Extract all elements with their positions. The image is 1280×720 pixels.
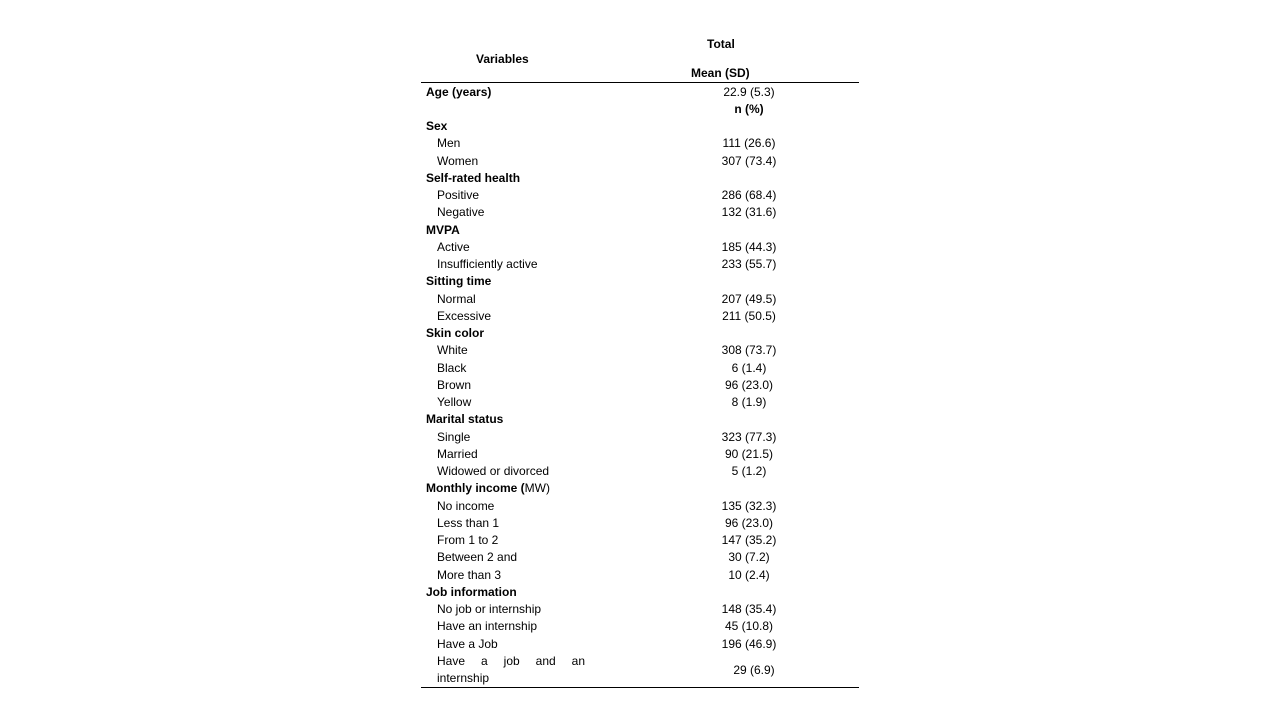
table-row (421, 428, 859, 445)
table-row-group (421, 273, 859, 290)
table-row (421, 445, 859, 462)
table-row-group (421, 583, 859, 600)
row-label: Insufficiently active (437, 257, 538, 272)
group-title-text: Job information (426, 584, 517, 599)
group-title (421, 481, 596, 495)
table-row (421, 204, 859, 221)
row-value: 307 (73.4) (721, 153, 777, 168)
row-label: Excessive (437, 308, 492, 323)
group-title (421, 326, 596, 340)
row-label: Have a job and an internship (437, 653, 585, 685)
table-row-group (421, 221, 859, 238)
row-label: No income (437, 498, 495, 513)
row-value: 111 (26.6) (722, 136, 776, 151)
group-title (421, 412, 596, 426)
row-value: 308 (73.7) (721, 343, 777, 358)
row-label: Black (437, 360, 467, 375)
row-value: 30 (7.2) (728, 550, 770, 565)
table-row (421, 618, 859, 635)
row-value: 207 (49.5) (721, 291, 777, 306)
table-row (421, 514, 859, 531)
row-value: 90 (21.5) (724, 446, 774, 461)
group-title (421, 223, 596, 237)
table-row (421, 342, 859, 359)
group-title (421, 171, 596, 185)
row-label: No job or internship (437, 602, 542, 617)
row-value: 286 (68.4) (721, 188, 777, 203)
group-title (421, 585, 596, 599)
header-variables: Variables (476, 52, 529, 66)
row-label: Less than 1 (437, 515, 500, 530)
row-label: Active (437, 239, 470, 254)
table-row (421, 394, 859, 411)
row-label: Men (437, 136, 461, 151)
row-value: 132 (31.6) (721, 205, 777, 220)
row-label: Married (437, 446, 478, 461)
row-value: 135 (32.3) (721, 498, 777, 513)
group-title-text: MVPA (426, 222, 460, 237)
row-label: White (437, 343, 468, 358)
row-label: Negative (437, 205, 485, 220)
table-row (421, 549, 859, 566)
group-title-text: Self-rated health (426, 170, 521, 185)
row-label: Women (437, 153, 479, 168)
group-title-suffix: MW) (524, 481, 550, 496)
header-total: Total (707, 37, 735, 51)
row-label: Between 2 and (437, 550, 518, 565)
row-value: 22.9 (5.3) (723, 84, 775, 99)
row-value: 96 (23.0) (724, 515, 774, 530)
table-row-group (421, 169, 859, 186)
table-row-n-pct (421, 100, 859, 117)
row-value: 6 (1.4) (731, 360, 767, 375)
row-value: 147 (35.2) (721, 533, 777, 548)
table-row (421, 566, 859, 583)
table-row-group (421, 325, 859, 342)
table-row (421, 497, 859, 514)
table-row-group (421, 480, 859, 497)
table-header (421, 30, 859, 83)
group-title-text: Marital status (426, 412, 504, 427)
row-value: 8 (1.9) (731, 395, 767, 410)
table-row (421, 307, 859, 324)
table-row (421, 187, 859, 204)
row-value: 10 (2.4) (728, 567, 770, 582)
row-value: 185 (44.3) (721, 239, 777, 254)
group-title (421, 274, 596, 288)
table-row (421, 135, 859, 152)
table-row (421, 601, 859, 618)
table-row (421, 152, 859, 169)
descriptive-table (421, 30, 859, 688)
row-value: 5 (1.2) (731, 464, 767, 479)
row-value: 211 (50.5) (722, 308, 776, 323)
row-label: More than 3 (437, 567, 502, 582)
row-label: From 1 to 2 (437, 533, 499, 548)
row-value: 196 (46.9) (721, 636, 777, 651)
group-title-text: Sex (426, 119, 448, 134)
n-pct-label: n (%) (734, 101, 764, 116)
table-row (421, 238, 859, 255)
group-title-text: Skin color (426, 326, 485, 341)
row-value: 96 (23.0) (724, 377, 774, 392)
table-row (421, 532, 859, 549)
table-row (421, 290, 859, 307)
table-body (421, 83, 859, 688)
table-row (421, 256, 859, 273)
row-label: Age (years) (426, 84, 492, 99)
table-row (421, 635, 859, 652)
row-label: Brown (437, 377, 472, 392)
row-label: Have a Job (437, 636, 498, 651)
table-row (421, 359, 859, 376)
table-row (421, 463, 859, 480)
row-value: 29 (6.9) (733, 662, 775, 677)
group-title-text: Monthly income ( (426, 481, 525, 496)
row-label: Yellow (437, 395, 472, 410)
row-label: Positive (437, 188, 480, 203)
row-value: 45 (10.8) (724, 619, 774, 634)
table-row (421, 652, 859, 687)
row-label: Have an internship (437, 619, 538, 634)
table-row-group (421, 118, 859, 135)
row-value: 233 (55.7) (721, 257, 777, 272)
row-value: 148 (35.4) (721, 602, 777, 617)
row-label: Single (437, 429, 471, 444)
group-title-text: Sitting time (426, 274, 492, 289)
row-value: 323 (77.3) (721, 429, 777, 444)
table-row-group (421, 411, 859, 428)
group-title (421, 119, 596, 133)
row-label: Normal (437, 291, 476, 306)
table-row-age (421, 83, 859, 100)
header-mean-sd: Mean (SD) (691, 66, 750, 80)
table-row (421, 376, 859, 393)
row-label: Widowed or divorced (437, 464, 550, 479)
